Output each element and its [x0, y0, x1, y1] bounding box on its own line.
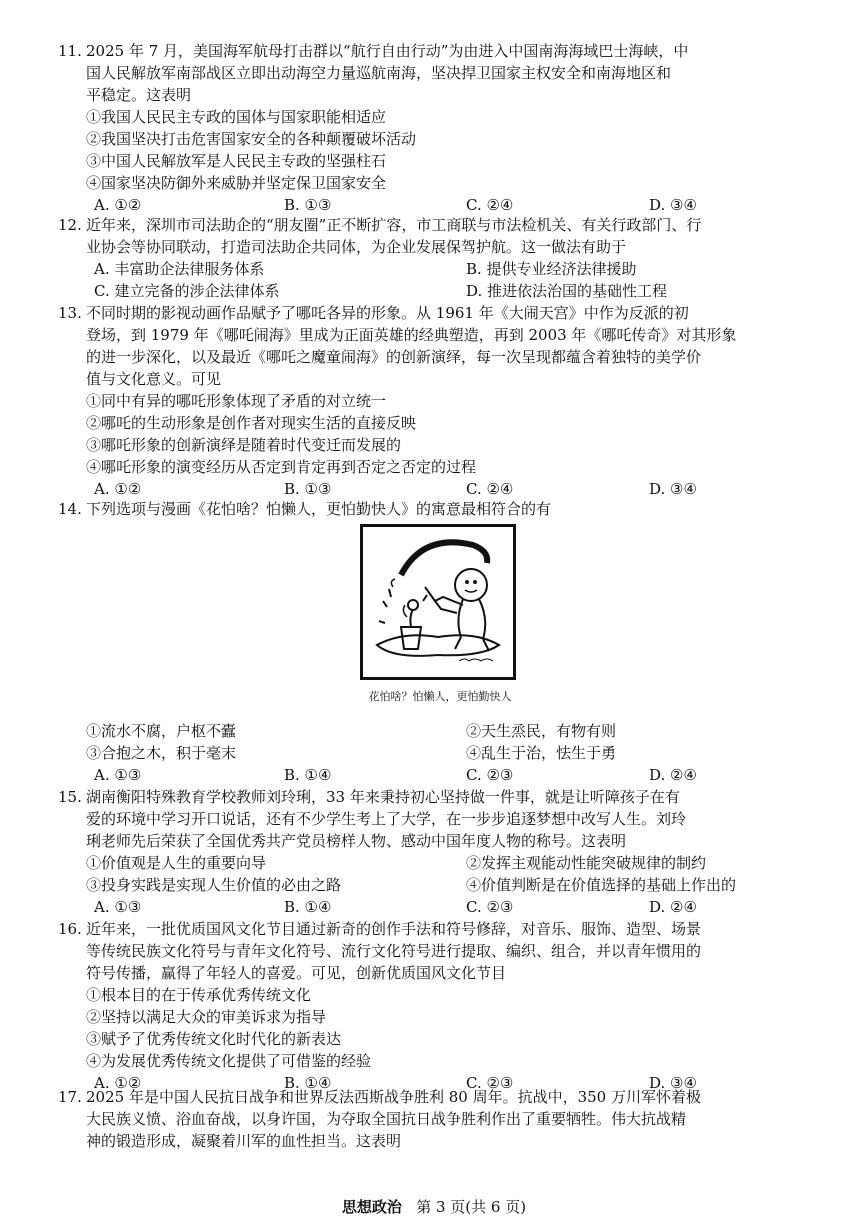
statement-row	[86, 742, 826, 764]
statement: ②天生烝民，有物有则	[466, 722, 617, 740]
question-17	[58, 1086, 826, 1152]
question-number: 15.	[58, 788, 82, 806]
page-footer	[0, 1196, 868, 1217]
answer-options	[86, 478, 826, 500]
statement: ④乱生于治，怯生于勇	[466, 744, 617, 762]
option-a: A. 丰富助企法律服务体系	[94, 260, 265, 278]
statement: ③合抱之木，积于毫末	[86, 744, 237, 762]
option-c: C. 建立完备的涉企法律体系	[94, 282, 280, 300]
option-a: A. ①③	[94, 898, 142, 916]
question-stem: 15. 湖南衡阳特殊教育学校教师刘玲琍，33 年来秉持初心坚持做一件事，就是让听障孩子在有 爱的环境中学习开口说话，还有不少学生考上了大学，在一步步追逐梦想中改写人生。刘玲 琍老师先后荣获了全国优秀共产党员榜样人物、感动中国年度人物的称号。这表明	[58, 788, 687, 850]
cartoon-image	[360, 524, 516, 680]
question-number: 16.	[58, 920, 82, 938]
question-12	[58, 214, 826, 302]
option-b: B. ①③	[284, 196, 332, 214]
answer-options	[86, 280, 826, 302]
question-11	[58, 40, 826, 216]
question-14-choices	[86, 720, 826, 786]
statement: ②我国坚决打击危害国家安全的各种颠覆破坏活动	[86, 130, 417, 148]
statement: ①我国人民民主专政的国体与国家职能相适应	[86, 108, 387, 126]
watering-flower-cartoon-icon	[363, 527, 513, 677]
question-stem: 16. 近年来，一批优质国风文化节目通过新奇的创作手法和符号修辞，对音乐、服饰、造型、场景 等传统民族文化符号与青年文化符号、流行文化符号进行提取、编织、组合，并以青年惯用的 符号传播，赢得了年轻人的喜爱。可见，创新优质国风文化节目	[58, 920, 702, 982]
question-number: 13.	[58, 304, 82, 322]
page-number: 第 3 页(共 6 页)	[416, 1198, 527, 1216]
option-a: A. ①②	[94, 1074, 142, 1092]
option-a: A. ①②	[94, 480, 142, 498]
statement: ④国家坚决防御外来威胁并坚定保卫国家安全	[86, 174, 387, 192]
statement-row	[86, 852, 826, 874]
option-c: C. ②③	[466, 1074, 514, 1092]
statement: ②哪吒的生动形象是创作者对现实生活的直接反映	[86, 414, 417, 432]
statement-row	[86, 874, 826, 896]
option-b: B. ①③	[284, 480, 332, 498]
option-d: D. ③④	[649, 196, 697, 214]
answer-options	[86, 764, 826, 786]
cartoon-figure	[360, 524, 520, 714]
question-stem: 11. 2025 年 7 月，美国海军航母打击群以“航行自由行动”为由进入中国南海海域巴士海峡，中 国人民解放军南部战区立即出动海空力量巡航南海，坚决捍卫国家主权安全和南海地区和 平稳定。这表明	[58, 42, 689, 104]
option-b: B. ①④	[284, 898, 332, 916]
option-b: B. ①④	[284, 1074, 332, 1092]
option-d: D. ③④	[649, 1074, 697, 1092]
question-number: 17.	[58, 1088, 82, 1106]
statement: ①价值观是人生的重要向导	[86, 854, 267, 872]
option-b: B. 提供专业经济法律援助	[466, 260, 637, 278]
question-stem: 12. 近年来，深圳市司法助企的“朋友圈”正不断扩容，市工商联与市法检机关、有关行政部门、行 业协会等协同联动，打造司法助企共同体，为企业发展保驾护航。这一做法有助于	[58, 216, 702, 256]
option-c: C. ②③	[466, 898, 514, 916]
answer-options	[86, 896, 826, 918]
cartoon-caption: 花怕啥？怕懒人，更怕勤快人	[368, 690, 512, 703]
question-number: 11.	[58, 42, 82, 60]
option-d: D. ②④	[649, 766, 697, 784]
option-a: A. ①②	[94, 196, 142, 214]
subject-name: 思想政治	[341, 1198, 402, 1216]
statement-row	[86, 720, 826, 742]
question-number: 12.	[58, 216, 82, 234]
option-d: D. ③④	[649, 480, 697, 498]
statement: ④为发展优秀传统文化提供了可借鉴的经验	[86, 1052, 372, 1070]
statement: ①同中有异的哪吒形象体现了矛盾的对立统一	[86, 392, 387, 410]
question-number: 14.	[58, 500, 82, 518]
question-stem: 14. 下列选项与漫画《花怕啥？怕懒人，更怕勤快人》的寓意最相符合的有	[58, 500, 552, 518]
option-a: A. ①③	[94, 766, 142, 784]
option-c: C. ②④	[466, 480, 514, 498]
question-16	[58, 918, 826, 1094]
option-d: D. ②④	[649, 898, 697, 916]
statement: ①流水不腐，户枢不蠹	[86, 722, 237, 740]
answer-options	[86, 258, 826, 280]
question-14	[58, 498, 826, 520]
statement: ③哪吒形象的创新演绎是随着时代变迁而发展的	[86, 436, 402, 454]
question-stem: 17. 2025 年是中国人民抗日战争和世界反法西斯战争胜利 80 周年。抗战中，350 万川军怀着极 大民族义愤、浴血奋战，以身许国，为夺取全国抗日战争胜利作出了重要牺牲。伟大抗战精 神的锻造形成，凝聚着川军的血性担当。这表明	[58, 1088, 701, 1150]
option-d: D. 推进依法治国的基础性工程	[466, 282, 668, 300]
question-13	[58, 302, 826, 500]
statement: ①根本目的在于传承优秀传统文化	[86, 986, 312, 1004]
statement: ④哪吒形象的演变经历从否定到肯定再到否定之否定的过程	[86, 458, 477, 476]
statement: ③投身实践是实现人生价值的必由之路	[86, 876, 342, 894]
option-c: C. ②③	[466, 766, 514, 784]
option-c: C. ②④	[466, 196, 514, 214]
statement: ④价值判断是在价值选择的基础上作出的	[466, 876, 737, 894]
question-15	[58, 786, 826, 918]
option-b: B. ①④	[284, 766, 332, 784]
statement: ②发挥主观能动性能突破规律的制约	[466, 854, 707, 872]
statement: ③中国人民解放军是人民民主专政的坚强柱石	[86, 152, 387, 170]
answer-options	[86, 194, 826, 216]
statement: ③赋予了优秀传统文化时代化的新表达	[86, 1030, 342, 1048]
statement: ②坚持以满足大众的审美诉求为指导	[86, 1008, 327, 1026]
question-stem: 13. 不同时期的影视动画作品赋予了哪吒各异的形象。从 1961 年《大闹天宫》中作为反派的初 登场，到 1979 年《哪吒闹海》里成为正面英雄的经典塑造，再到 2003 年《哪吒传奇》对其形象 的进一步深化，以及最近《哪吒之魔童闹海》的创新演绎，每一次呈现都蕴含着独特的美学价 值与文化意义。可见	[58, 304, 737, 388]
